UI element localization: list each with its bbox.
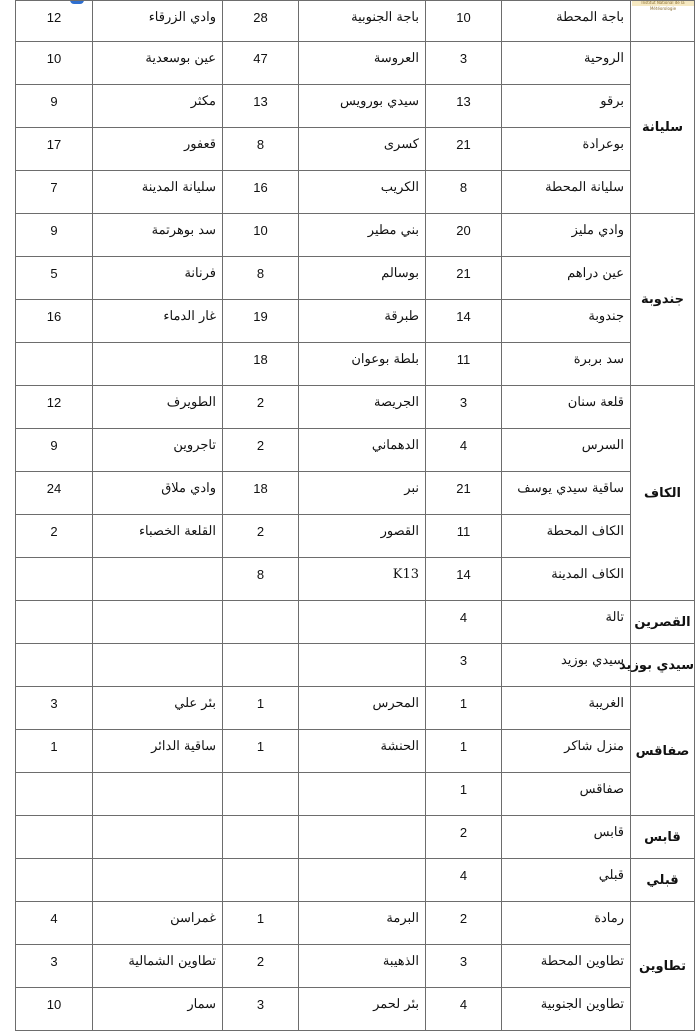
- station-count-2: 2: [223, 945, 299, 988]
- station-count-1: 3: [426, 386, 502, 429]
- station-name-2: طبرقة: [299, 300, 426, 343]
- station-name-3: تطاوين الشمالية: [93, 945, 223, 988]
- station-name-2: القصور: [299, 515, 426, 558]
- station-count-3: [16, 601, 93, 644]
- station-count-2: 1: [223, 902, 299, 945]
- station-count-1: 1: [426, 773, 502, 816]
- table-row: [16, 902, 695, 945]
- station-name-1: ساقية سيدي يوسف: [502, 472, 631, 515]
- station-name-2: المحرس: [299, 687, 426, 730]
- table-row: [16, 386, 695, 429]
- governorate-label: القصرين: [631, 601, 695, 644]
- station-count-2: [223, 859, 299, 902]
- station-name-3: غار الدماء: [93, 300, 223, 343]
- station-count-1: 2: [426, 816, 502, 859]
- station-count-1: 11: [426, 515, 502, 558]
- station-name-2: [299, 601, 426, 644]
- station-count-3: 5: [16, 257, 93, 300]
- station-count-3: [16, 773, 93, 816]
- station-count-3: 2: [16, 515, 93, 558]
- station-count-3: [16, 343, 93, 386]
- governorate-label: تطاوين: [631, 902, 695, 1031]
- station-name-3: القلعة الخصباء: [93, 515, 223, 558]
- station-count-2: 18: [223, 472, 299, 515]
- station-count-2: 2: [223, 386, 299, 429]
- station-count-1: 10: [426, 1, 502, 42]
- station-count-3: 3: [16, 687, 93, 730]
- table-row: [16, 816, 695, 859]
- station-count-3: 9: [16, 85, 93, 128]
- station-name-1: صفاقس: [502, 773, 631, 816]
- station-count-2: 1: [223, 687, 299, 730]
- station-name-1: سليانة المحطة: [502, 171, 631, 214]
- table-row: [16, 171, 695, 214]
- station-name-1: تطاوين الجنوبية: [502, 988, 631, 1031]
- station-name-2: الكريب: [299, 171, 426, 214]
- station-count-3: 17: [16, 128, 93, 171]
- station-count-3: 9: [16, 214, 93, 257]
- station-name-2: بني مطير: [299, 214, 426, 257]
- station-name-2: نبر: [299, 472, 426, 515]
- station-name-1: تالة: [502, 601, 631, 644]
- station-count-2: 8: [223, 128, 299, 171]
- station-count-2: 16: [223, 171, 299, 214]
- governorate-label: الكاف: [631, 386, 695, 601]
- station-name-1: قلعة سنان: [502, 386, 631, 429]
- station-name-2: بوسالم: [299, 257, 426, 300]
- station-count-3: [16, 558, 93, 601]
- station-name-3: غمراسن: [93, 902, 223, 945]
- table-row: [16, 1, 695, 42]
- station-count-3: [16, 859, 93, 902]
- station-count-3: 10: [16, 42, 93, 85]
- station-count-1: 20: [426, 214, 502, 257]
- station-count-3: 7: [16, 171, 93, 214]
- station-name-1: الكاف المدينة: [502, 558, 631, 601]
- station-count-1: 13: [426, 85, 502, 128]
- station-count-1: 4: [426, 859, 502, 902]
- station-count-1: 4: [426, 601, 502, 644]
- station-count-3: 16: [16, 300, 93, 343]
- governorate-label: قابس: [631, 816, 695, 859]
- table-row: [16, 343, 695, 386]
- station-name-3: سد بوهرتمة: [93, 214, 223, 257]
- station-name-1: سيدي بوزيد: [502, 644, 631, 687]
- station-count-3: 4: [16, 902, 93, 945]
- station-name-1: قابس: [502, 816, 631, 859]
- station-count-3: 24: [16, 472, 93, 515]
- station-count-3: [16, 816, 93, 859]
- station-count-1: 21: [426, 472, 502, 515]
- station-name-2: [299, 644, 426, 687]
- station-name-3: وادي ملاق: [93, 472, 223, 515]
- station-count-3: [16, 644, 93, 687]
- station-count-3: 12: [16, 386, 93, 429]
- governorate-label: جندوبة: [631, 214, 695, 386]
- station-count-1: 14: [426, 558, 502, 601]
- station-name-2: العروسة: [299, 42, 426, 85]
- table-row: [16, 558, 695, 601]
- station-count-2: 3: [223, 988, 299, 1031]
- station-count-2: 8: [223, 257, 299, 300]
- table-row: [16, 257, 695, 300]
- station-name-3: [93, 343, 223, 386]
- station-name-2: [299, 773, 426, 816]
- station-name-1: جندوبة: [502, 300, 631, 343]
- station-name-2: الجريصة: [299, 386, 426, 429]
- station-name-2: باجة الجنوبية: [299, 1, 426, 42]
- station-count-3: 10: [16, 988, 93, 1031]
- station-name-3: سمار: [93, 988, 223, 1031]
- station-count-2: 8: [223, 558, 299, 601]
- institute-logo-text: Institut National de la Météorologie: [641, 0, 685, 11]
- station-name-3: بئر علي: [93, 687, 223, 730]
- station-name-1: سد بربرة: [502, 343, 631, 386]
- station-name-2: كسرى: [299, 128, 426, 171]
- table-row: [16, 214, 695, 257]
- table-row: [16, 601, 695, 644]
- station-name-3: ساقية الدائر: [93, 730, 223, 773]
- table-row: [16, 85, 695, 128]
- station-name-1: السرس: [502, 429, 631, 472]
- station-count-1: 11: [426, 343, 502, 386]
- station-count-1: 3: [426, 945, 502, 988]
- station-name-3: تاجروين: [93, 429, 223, 472]
- station-name-2: الدهماني: [299, 429, 426, 472]
- table-row: [16, 300, 695, 343]
- table-row: [16, 515, 695, 558]
- rainfall-table-body: [16, 1, 695, 1031]
- station-name-1: الروحية: [502, 42, 631, 85]
- station-name-2: البرمة: [299, 902, 426, 945]
- station-name-3: فرنانة: [93, 257, 223, 300]
- station-count-3: 1: [16, 730, 93, 773]
- station-name-3: الطويرف: [93, 386, 223, 429]
- station-name-3: [93, 859, 223, 902]
- station-name-2: بئر لحمر: [299, 988, 426, 1031]
- table-row: [16, 128, 695, 171]
- governorate-label: [631, 1, 695, 42]
- table-row: [16, 472, 695, 515]
- station-name-3: [93, 644, 223, 687]
- table-row: [16, 687, 695, 730]
- station-count-1: 3: [426, 42, 502, 85]
- station-name-1: وادي مليز: [502, 214, 631, 257]
- station-count-1: 21: [426, 257, 502, 300]
- station-name-3: مكثر: [93, 85, 223, 128]
- station-count-2: [223, 601, 299, 644]
- station-count-2: 1: [223, 730, 299, 773]
- station-count-2: [223, 816, 299, 859]
- station-name-2: [299, 859, 426, 902]
- station-count-2: 10: [223, 214, 299, 257]
- station-count-2: 13: [223, 85, 299, 128]
- station-name-3: وادي الزرقاء: [93, 1, 223, 42]
- station-name-1: منزل شاكر: [502, 730, 631, 773]
- station-name-3: سليانة المدينة: [93, 171, 223, 214]
- station-count-3: 9: [16, 429, 93, 472]
- rainfall-table: [15, 0, 695, 1031]
- station-count-2: 2: [223, 515, 299, 558]
- station-count-2: 2: [223, 429, 299, 472]
- station-name-2: الذهيبة: [299, 945, 426, 988]
- station-count-1: 14: [426, 300, 502, 343]
- station-name-1: باجة المحطة: [502, 1, 631, 42]
- station-name-3: [93, 601, 223, 644]
- station-count-2: 18: [223, 343, 299, 386]
- station-name-2: سيدي بورويس: [299, 85, 426, 128]
- station-count-1: 3: [426, 644, 502, 687]
- table-row: [16, 988, 695, 1031]
- table-row: [16, 42, 695, 85]
- station-name-2: K13: [299, 558, 426, 601]
- station-name-3: عين بوسعدية: [93, 42, 223, 85]
- station-name-1: برقو: [502, 85, 631, 128]
- station-count-3: 3: [16, 945, 93, 988]
- station-name-3: [93, 816, 223, 859]
- station-count-1: 1: [426, 730, 502, 773]
- station-name-1: قبلي: [502, 859, 631, 902]
- station-name-3: [93, 558, 223, 601]
- station-name-1: عين دراهم: [502, 257, 631, 300]
- station-count-2: [223, 773, 299, 816]
- station-name-1: بوعرادة: [502, 128, 631, 171]
- station-count-1: 8: [426, 171, 502, 214]
- station-name-2: [299, 816, 426, 859]
- station-name-1: تطاوين المحطة: [502, 945, 631, 988]
- station-count-1: 2: [426, 902, 502, 945]
- governorate-label: قبلي: [631, 859, 695, 902]
- table-row: [16, 730, 695, 773]
- station-count-3: 12: [16, 1, 93, 42]
- station-name-1: رمادة: [502, 902, 631, 945]
- governorate-label: سليانة: [631, 42, 695, 214]
- station-name-3: قعفور: [93, 128, 223, 171]
- station-name-1: الكاف المحطة: [502, 515, 631, 558]
- station-count-2: 28: [223, 1, 299, 42]
- station-count-1: 21: [426, 128, 502, 171]
- station-count-2: 19: [223, 300, 299, 343]
- table-row: [16, 429, 695, 472]
- governorate-label: سيدي بوزيد: [631, 644, 695, 687]
- table-row: [16, 945, 695, 988]
- station-count-1: 4: [426, 988, 502, 1031]
- station-count-2: 47: [223, 42, 299, 85]
- station-count-2: [223, 644, 299, 687]
- station-name-2: بلطة بوعوان: [299, 343, 426, 386]
- table-row: [16, 773, 695, 816]
- station-name-1: الغريبة: [502, 687, 631, 730]
- station-count-1: 1: [426, 687, 502, 730]
- table-row: [16, 644, 695, 687]
- station-name-2: الحنشة: [299, 730, 426, 773]
- table-row: [16, 859, 695, 902]
- station-name-3: [93, 773, 223, 816]
- governorate-label: صفاقس: [631, 687, 695, 816]
- station-count-1: 4: [426, 429, 502, 472]
